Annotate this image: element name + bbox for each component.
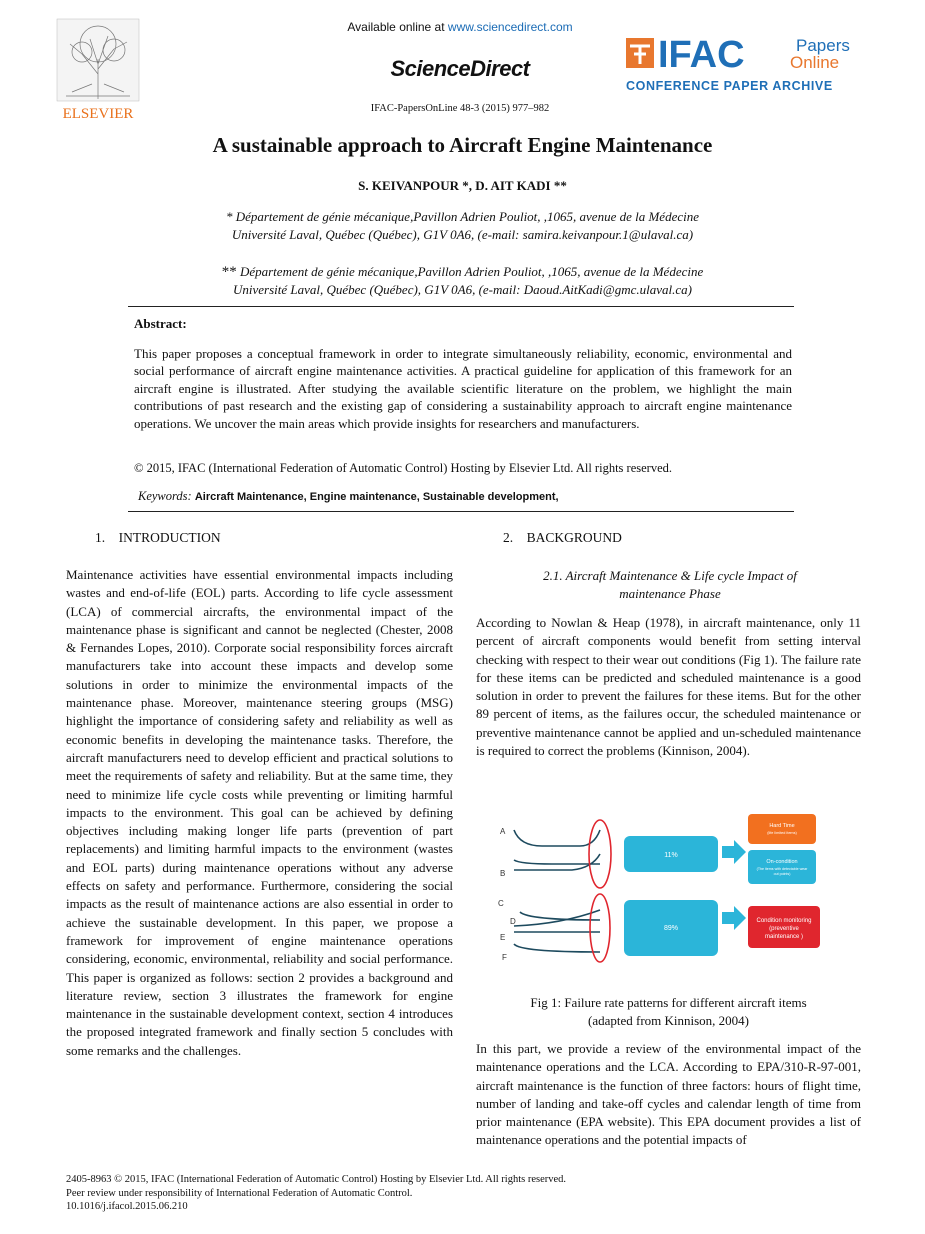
availability-line xyxy=(230,20,690,34)
pct-11: 11% xyxy=(664,852,678,859)
affiliation-2-line1: Département de génie mécanique,Pavillon Adrien Pouliot, ,1065, avenue de la Médecine xyxy=(239,264,704,279)
svg-text:ELSEVIER: ELSEVIER xyxy=(62,106,134,122)
figure-caption-line1: Fig 1: Failure rate patterns for different aircraft items xyxy=(530,995,807,1010)
svg-text:Online: Online xyxy=(790,53,840,72)
paper-authors: S. KEIVANPOUR *, D. AIT KADI ** xyxy=(358,178,567,193)
curve-label-c: C xyxy=(498,899,504,908)
ifac-logo-graphic xyxy=(620,34,870,104)
curve-label-a: A xyxy=(500,827,506,836)
keywords-line xyxy=(138,489,796,504)
curve-label-e: E xyxy=(500,933,506,942)
abstract-text: This paper proposes a conceptual framework in order to integrate simultaneously reliability, economic, environmental and social performance of aircraft engine maintenance activities. A practical guideline for application of this framework for an aircraft engine is illustrated. After studying the available scientific literature on the problem, we highlight the main contributions of past research and the existing gap of considering a sustainability approach to aircraft engine maintenance operations. We uncover the main areas which provide insights for researchers and manufacturers. xyxy=(134,346,792,431)
subsection-heading-line2: maintenance Phase xyxy=(619,586,721,601)
curve-d xyxy=(520,912,600,920)
curve-c xyxy=(514,910,600,926)
condition-monitoring-line3: maintenance ) xyxy=(764,934,804,940)
figure-caption xyxy=(476,994,861,1030)
divider-top xyxy=(128,306,794,307)
affiliation-1 xyxy=(120,208,805,244)
footer-copyright: 2405-8963 © 2015, IFAC (International Federation of Automatic Control) Hosting by Elsevier Ltd. All rights reserved. xyxy=(66,1174,567,1185)
introduction-heading: 1. INTRODUCTION xyxy=(95,530,221,545)
condition-monitoring-line2: (preventive xyxy=(769,926,799,932)
subsection-heading xyxy=(500,567,840,603)
abstract-heading: Abstract: xyxy=(134,316,187,331)
svg-text:CONFERENCE PAPER ARCHIVE: CONFERENCE PAPER ARCHIVE xyxy=(626,79,833,93)
elsevier-logo xyxy=(52,14,144,122)
paper-title: A sustainable approach to Aircraft Engine Maintenance xyxy=(212,133,713,157)
sciencedirect-link[interactable]: www.sciencedirect.com xyxy=(447,20,573,34)
affiliation-2-line2: Université Laval, Québec (Québec), G1V 0A6, (e-mail: Daoud.AitKadi@gmc.ulaval.ca) xyxy=(232,282,693,297)
arrow-right-icon xyxy=(722,840,746,864)
keywords-values: Aircraft Maintenance, Engine maintenance, Sustainable development, xyxy=(194,491,559,503)
affiliation-2 xyxy=(120,263,805,299)
figure-caption-line2: (adapted from Kinnison, 2004) xyxy=(587,1013,750,1028)
hard-time-sub: (life limited items) xyxy=(767,831,797,835)
on-condition-sub-1: (The items with detectable wear xyxy=(756,867,808,871)
ifac-papersonline-logo xyxy=(620,34,870,104)
pct-89: 89% xyxy=(663,925,679,932)
condition-monitoring-line1: Condition monitoring xyxy=(756,918,812,924)
journal-reference: IFAC-PapersOnLine 48-3 (2015) 977–982 xyxy=(370,103,550,114)
keywords-label: Keywords: xyxy=(138,489,192,503)
sciencedirect-brand: ScienceDirect xyxy=(390,56,530,81)
subsection-heading-line1: 2.1. Aircraft Maintenance & Life cycle Impact of xyxy=(543,568,797,583)
introduction-text: Maintenance activities have essential environmental impacts including wastes and end-of-life (EOL) parts. According to life cycle assessment (LCA) of commercial aircrafts, the environmental impact of the maintenance phase is significant and cannot be neglected (Chester, 2008 & Fernandes Lopes, 2010). Corporate social responsibility forces aircraft manufacturers take into account these impacts and develop some solutions in order to minimize the environmental impacts of the maintenance phase. Moreover, maintenance steering groups (MSG) highlight the importance of considering safety and reliability as well as economic benefits in developing the maintenance tasks. Therefore, the aircraft manufacturers need to develop efficient and practical solutions to meet the requirements of safety and reliability. But at the same time, they need to minimize life cycle costs while preventing or limiting harmful impacts to the environment. This goal can be achieved by defining objectives including making longer life parts (prevention of part replacements) and limiting harmful impacts to the environment (wastes and EOL parts) during maintenance operations without any adverse effects on safety and performance. Furthermore, considering the social impacts as the result of maintenance actions are also essential in order to achieve the sustainable development. In this paper, we propose a framework for improvement of engine maintenance operations considering, economic, environmental, reliability and social performance. This paper is organized as follows: section 2 provides a background and literature review, section 3 illustrates the framework for engine maintenance in the sustainable development context, section 4 introduces the proposed integrated framework and finally section 5 concludes with some remarks and the challenges. xyxy=(66,567,453,1058)
background-text-2: In this part, we provide a review of the environmental impact of the maintenance operations and the LCA. According to EPA/310-R-97-001, aircraft maintenance is the function of three factors: hours of flight time, number of landing and take-off cycles and calendar length of time from prior maintenance (EPA website). This EPA document provides a list of maintenance operations and the potential impacts of xyxy=(476,1041,861,1148)
page-footer xyxy=(66,1173,866,1214)
curve-label-d: D xyxy=(510,917,516,926)
background-heading: 2. BACKGROUND xyxy=(503,530,622,545)
hard-time-label: Hard Time xyxy=(769,823,795,829)
on-condition-sub-2: out points) xyxy=(773,872,791,876)
curve-b xyxy=(514,854,600,870)
curve-a xyxy=(514,830,600,846)
hard-time-box xyxy=(748,814,816,844)
availability-prefix: Available online at xyxy=(347,20,445,34)
arrow-right-icon xyxy=(722,906,746,930)
background-text-1: According to Nowlan & Heap (1978), in aircraft maintenance, only 11 percent of aircraft components would benefit from setting interval checking with respect to their wear out conditions (Fig 1). The failure rate for these items can be predicted and scheduled maintenance is a good solution in order to prevent the failures for these items. But for the other 89 percent of items, as the failures occur, the scheduled maintenance or preventive maintenance cannot be applied and un-scheduled maintenance is required to correct the problems (Kinnison, 2004). xyxy=(476,615,861,759)
curve-label-f: F xyxy=(502,953,507,962)
curve-label-b: B xyxy=(500,869,506,878)
footer-peer-review: Peer review under responsibility of International Federation of Automatic Control. xyxy=(66,1187,413,1199)
footer-doi[interactable]: 10.1016/j.ifacol.2015.06.210 xyxy=(66,1201,188,1212)
affiliation-1-line1: * Département de génie mécanique,Pavillon Adrien Pouliot, ,1065, avenue de la Médecine xyxy=(225,209,700,224)
curve-f xyxy=(514,944,600,952)
affiliation-2-marker: ** xyxy=(221,264,237,280)
failure-rate-diagram xyxy=(492,808,832,978)
curve-b-top xyxy=(514,860,600,864)
on-condition-label: On-condition xyxy=(766,859,798,865)
divider-bottom xyxy=(128,511,794,512)
svg-text:IFAC: IFAC xyxy=(658,34,745,76)
affiliation-1-line2: Université Laval, Québec (Québec), G1V 0A6, (e-mail: samira.keivanpour.1@ulaval.ca) xyxy=(231,227,694,242)
svg-text:Papers: Papers xyxy=(796,36,850,55)
elsevier-tree-icon xyxy=(52,14,144,122)
copyright-notice: © 2015, IFAC (International Federation of Automatic Control) Hosting by Elsevier Ltd. All rights reserved. xyxy=(134,461,672,475)
figure-1 xyxy=(492,808,832,978)
